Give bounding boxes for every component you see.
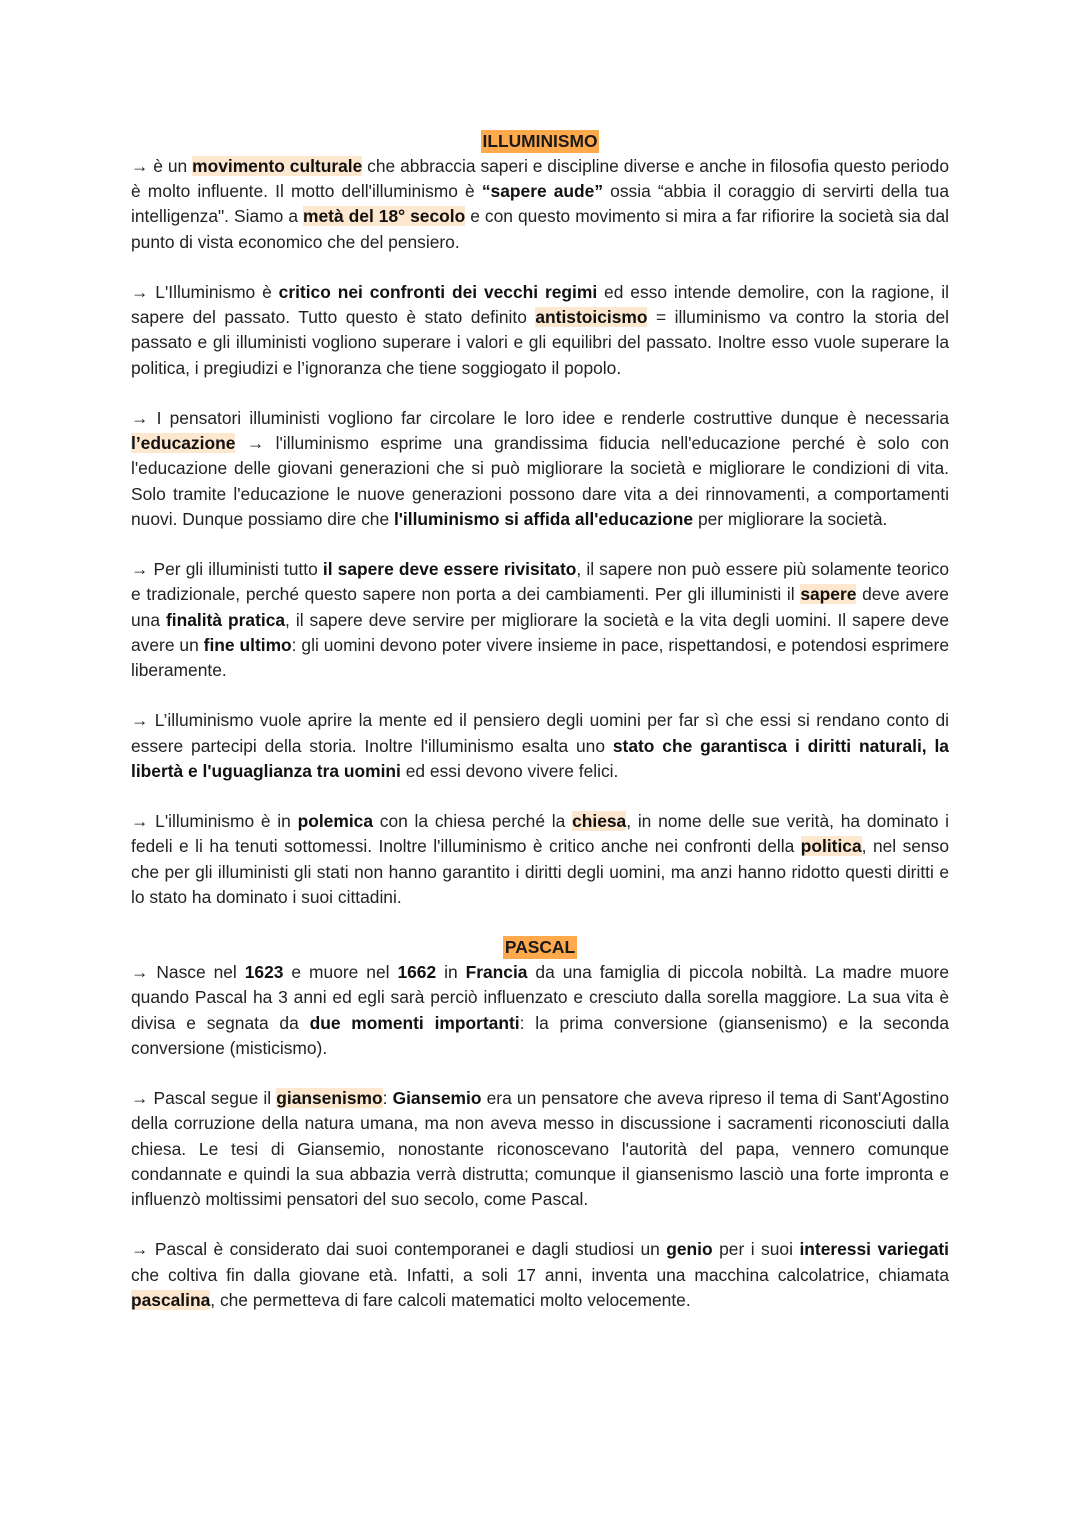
text-run: e muore nel	[283, 962, 398, 983]
text-run: per migliorare la società.	[693, 508, 888, 529]
paragraph	[131, 809, 949, 910]
text-run: → Nasce nel	[131, 962, 245, 983]
bold-term: critico nei confronti dei vecchi regimi	[278, 282, 598, 302]
text-run: ed esso intende demolire, con la ragione, il sapere del passato. Tutto questo è stato definito	[131, 282, 949, 328]
bold-term: il sapere deve essere rivisitato	[322, 559, 577, 580]
text-run: con la chiesa perché la	[373, 811, 573, 832]
text-run: → L’illuminismo vuole aprire la mente ed il pensiero degli uomini per far sì che essi si rendano conto di essere partecipi della storia. Inoltre l'illuminismo esalta uno	[131, 710, 949, 756]
bold-term: Francia	[465, 962, 528, 983]
text-run: = illuminismo va contro la storia del passato e gli illuministi vogliono superare i valori e gli equilibri del passato. Inoltre esso vuole superare la politica, i pregiudizi e l’ignoranza che tiene soggiogato il popolo.	[131, 307, 949, 378]
paragraph	[131, 960, 949, 1061]
text-run: , che permetteva di fare calcoli matematici molto velocemente.	[210, 1289, 691, 1310]
text-run: ossia “abbia il coraggio di servirti della tua intelligenza". Siamo a	[131, 181, 950, 227]
text-run: → l'illuminismo esprime una grandissima fiducia nell'educazione perché è solo con l'educazione delle giovani generazioni che si può migliorare la società e migliorare le condizioni di vita. Solo tramite l'educazione le nuove generazioni possono dare vita a dei rinnovamenti, a comportamenti nuovi. Dunque possiamo dire che	[131, 433, 949, 529]
text-run: era un pensatore che aveva ripreso il tema di Sant'Agostino della corruzione della natura umana, ma non aveva messo in discussione i sacramenti riconosciuti dalla chiesa. Le tesi di Giansemio, nonostante riconoscevano l'autorità del papa, vennero comunque condannate e quindi la sua abbazia verrà distrutta; comunque il giansenismo lasciò una forte impronta e influenzò moltissimi pensatori del suo secolo, come Pascal.	[131, 1088, 950, 1210]
bold-term: Giansemio	[392, 1088, 482, 1109]
bold-term: 1662	[397, 962, 437, 983]
paragraph	[131, 1086, 949, 1212]
section-title: PASCAL	[504, 937, 576, 958]
text-run: e con questo movimento si mira a far rifiorire la società sia dal punto di vista economico che del pensiero.	[131, 206, 949, 252]
text-run: , il sapere non può essere più solamente teorico e tradizionale, perché questo sapere non porta a dei cambiamenti. Per gli illuministi il	[131, 559, 949, 605]
text-run: → è un	[131, 156, 193, 176]
highlighted-term: sapere	[800, 584, 857, 605]
highlighted-term: giansenismo	[276, 1088, 383, 1109]
text-run: → L'illuminismo è in	[131, 811, 298, 832]
paragraph	[131, 557, 949, 683]
section-heading-wrap	[131, 935, 949, 960]
text-run: per i suoi	[712, 1239, 800, 1260]
bold-term: due momenti importanti	[309, 1012, 520, 1033]
section-title: ILLUMINISMO	[482, 131, 598, 151]
section-heading-wrap	[131, 129, 949, 154]
bold-term: l'illuminismo si affida all'educazione	[393, 508, 694, 529]
paragraph	[131, 280, 949, 381]
text-run: , in nome delle sue verità, ha dominato i fedeli e li ha tenuti sottomessi. Inoltre l'illuminismo è critico anche nei confronti della	[131, 811, 950, 857]
document-body	[131, 129, 949, 1313]
text-run: : gli uomini devono poter vivere insieme in pace, rispettandosi, e potendosi esprimere liberamente.	[131, 634, 949, 681]
text-run: , nel senso che per gli illuministi gli stati non hanno garantito i diritti degli uomini, ma anzi hanno ridotto questi diritti e lo stato ha dominato i suoi cittadini.	[131, 836, 950, 907]
text-run: da una famiglia di piccola nobiltà. La madre muore quando Pascal ha 3 anni ed egli sarà perciò influenzato e cresciuto dalla sorella maggiore. La sua vita è divisa e segnata da	[131, 962, 950, 1033]
text-run: → L'Illuminismo è	[131, 282, 279, 302]
bold-term: “sapere aude”	[481, 181, 604, 202]
section-0	[131, 129, 949, 910]
text-run: → Per gli illuministi tutto	[131, 559, 323, 580]
highlighted-term: l’educazione	[131, 433, 236, 454]
highlighted-term: pascalina	[131, 1289, 211, 1310]
bold-term: finalità pratica	[166, 609, 286, 630]
text-run: che abbraccia saperi e discipline diverse e anche in filosofia questo periodo è molto influente. Il motto dell'illuminismo è	[131, 156, 949, 202]
bold-term: fine ultimo	[203, 634, 292, 655]
bold-term: stato che garantisca i diritti naturali, la libertà e l'uguaglianza tra uomini	[131, 735, 949, 781]
text-run: in	[436, 962, 466, 983]
paragraph	[131, 406, 949, 532]
text-run: deve avere una	[131, 584, 949, 630]
section-1	[131, 935, 949, 1313]
highlighted-term: politica	[800, 836, 862, 857]
text-run: ed essi devono vivere felici.	[400, 760, 619, 781]
text-run: , il sapere deve servire per migliorare la società e la vita degli uomini. Il sapere deve avere un	[131, 609, 949, 655]
highlighted-term: antistoicismo	[535, 307, 648, 328]
bold-term: genio	[666, 1239, 713, 1260]
highlighted-term: movimento culturale	[192, 156, 363, 176]
text-run: che coltiva fin dalla giovane età. Infatti, a soli 17 anni, inventa una macchina calcolatrice, chiamata	[131, 1264, 949, 1285]
text-run: → Pascal è considerato dai suoi contemporanei e dagli studiosi un	[131, 1239, 667, 1260]
highlighted-term: chiesa	[572, 811, 627, 832]
paragraph	[131, 708, 949, 784]
highlighted-term: metà del 18° secolo	[303, 206, 466, 227]
bold-term: polemica	[297, 811, 373, 832]
paragraph	[131, 1237, 949, 1313]
paragraph	[131, 154, 949, 255]
bold-term: 1623	[244, 962, 284, 983]
text-run: : la prima conversione (giansenismo) e la seconda conversione (misticismo).	[131, 1012, 949, 1058]
text-run: :	[382, 1088, 393, 1109]
text-run: → Pascal segue il	[131, 1088, 277, 1109]
text-run: → I pensatori illuministi vogliono far circolare le loro idee e renderle costruttive dunque è necessaria	[131, 408, 949, 428]
bold-term: interessi variegati	[799, 1239, 949, 1260]
